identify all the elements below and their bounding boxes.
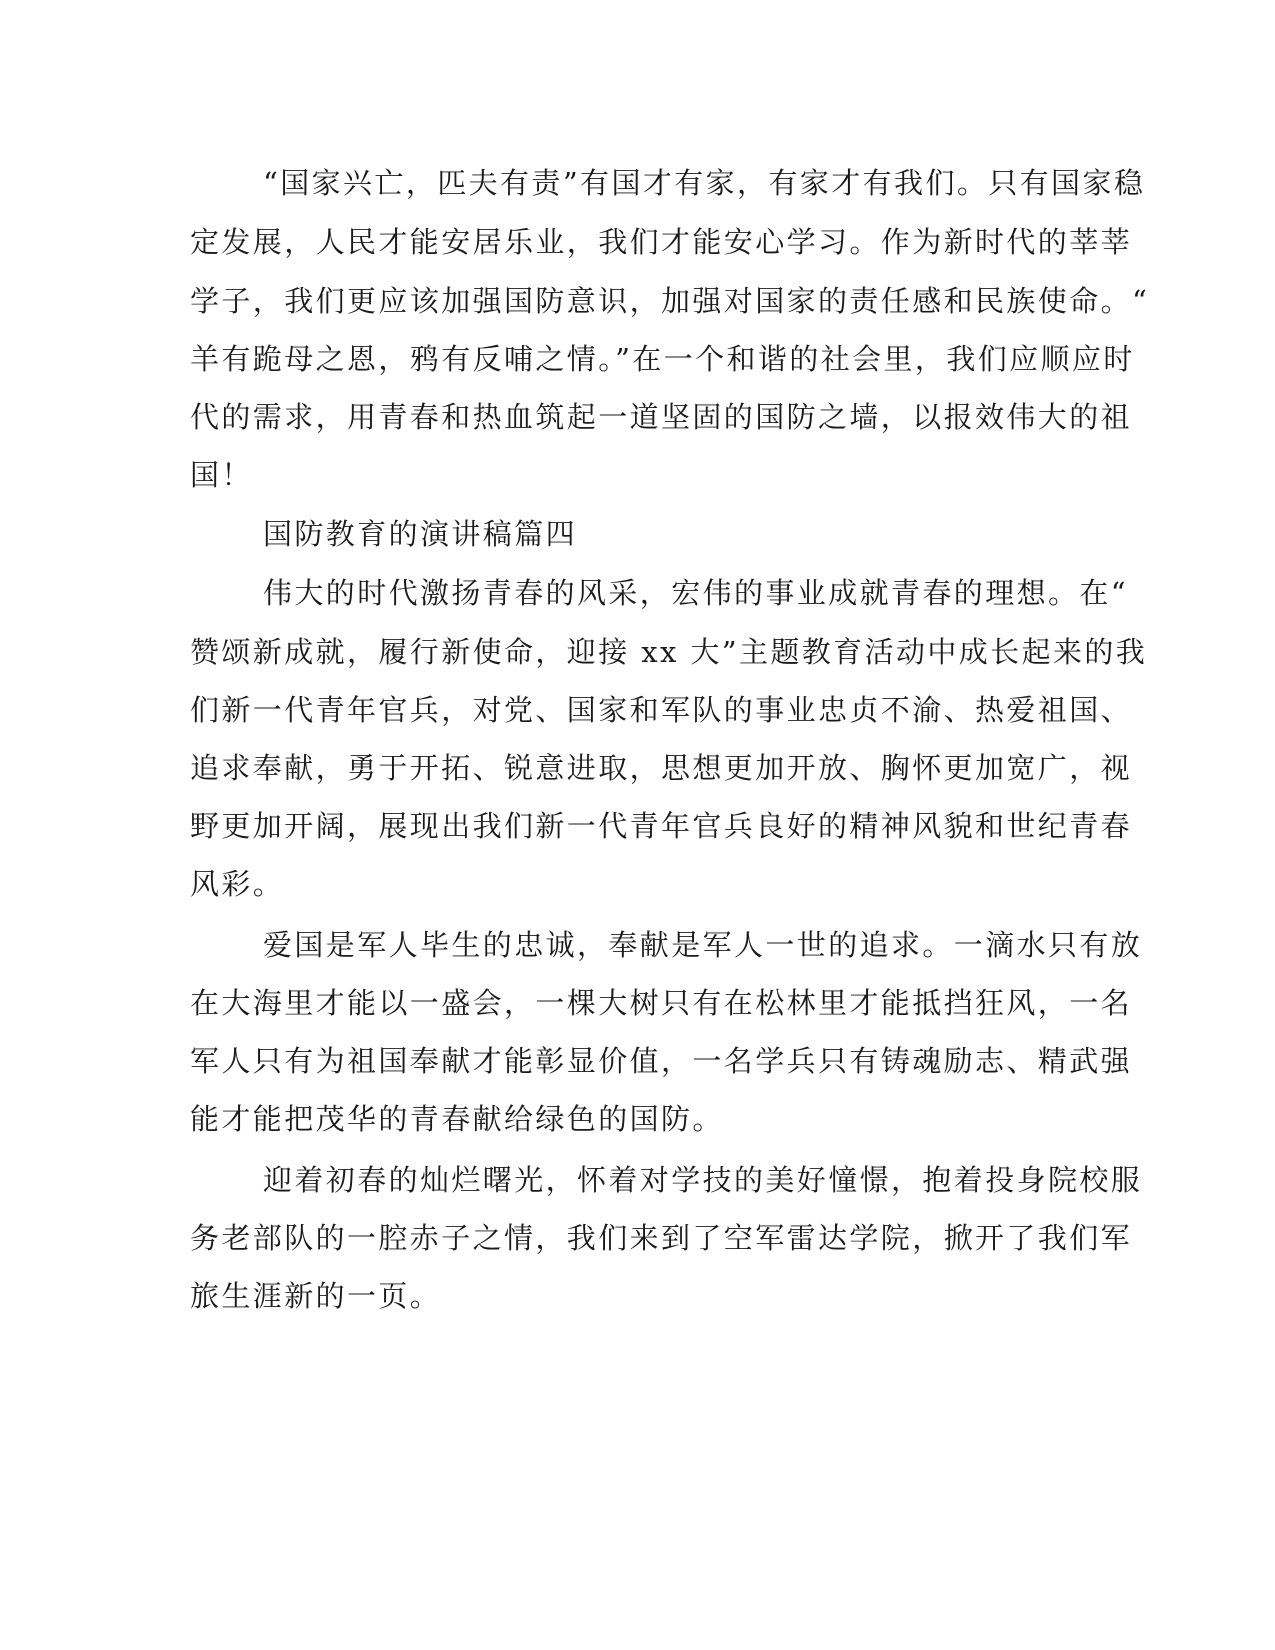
paragraph-2-line-4: 追求奉献，勇于开拓、锐意进取，思想更加开放、胸怀更加宽广，视 (190, 751, 1133, 785)
paragraph-2-line-3: 们新一代青年官兵，对党、国家和军队的事业忠贞不渝、热爱祖国、 (190, 693, 1133, 727)
paragraph-2-line-2: 赞颂新成就，履行新使命，迎接 xx 大”主题教育活动中成长起来的我 (190, 635, 1148, 669)
paragraph-2-line-6: 风彩。 (190, 867, 285, 901)
paragraph-1-line-2: 定发展，人民才能安居乐业，我们才能安心学习。作为新时代的莘莘 (190, 225, 1133, 259)
section-title: 国防教育的演讲稿篇四 (263, 517, 578, 551)
paragraph-2-line-1: 伟大的时代激扬青春的风采，宏伟的事业成就青春的理想。在“ (263, 576, 1129, 610)
paragraph-1-line-6: 国！ (190, 458, 253, 492)
paragraph-3-line-4: 能才能把茂华的青春献给绿色的国防。 (190, 1102, 724, 1136)
paragraph-3-line-1: 爱国是军人毕生的忠诚，奉献是军人一世的追求。一滴水只有放 (263, 928, 1143, 962)
paragraph-1-line-5: 代的需求，用青春和热血筑起一道坚固的国防之墙，以报效伟大的祖 (190, 400, 1133, 434)
paragraph-1-line-4: 羊有跪母之恩，鸦有反哺之情。”在一个和谐的社会里，我们应顺应时 (190, 342, 1135, 376)
paragraph-3-line-3: 军人只有为祖国奉献才能彰显价值，一名学兵只有铸魂励志、精武强 (190, 1044, 1133, 1078)
paragraph-1-line-3: 学子，我们更应该加强国防意识，加强对国家的责任感和民族使命。“ (190, 284, 1150, 318)
paragraph-4-line-1: 迎着初春的灿烂曙光，怀着对学技的美好憧憬，抱着投身院校服 (263, 1163, 1143, 1197)
paragraph-4-line-2: 务老部队的一腔赤子之情，我们来到了空军雷达学院，掀开了我们军 (190, 1221, 1133, 1255)
paragraph-3-line-2: 在大海里才能以一盛会，一棵大树只有在松林里才能抵挡狂风，一名 (190, 986, 1133, 1020)
paragraph-4-line-3: 旅生涯新的一页。 (190, 1279, 442, 1313)
paragraph-1-line-1: “国家兴亡，匹夫有责”有国才有家，有家才有我们。只有国家稳 (263, 166, 1146, 200)
paragraph-2-line-5: 野更加开阔，展现出我们新一代青年官兵良好的精神风貌和世纪青春 (190, 809, 1133, 843)
